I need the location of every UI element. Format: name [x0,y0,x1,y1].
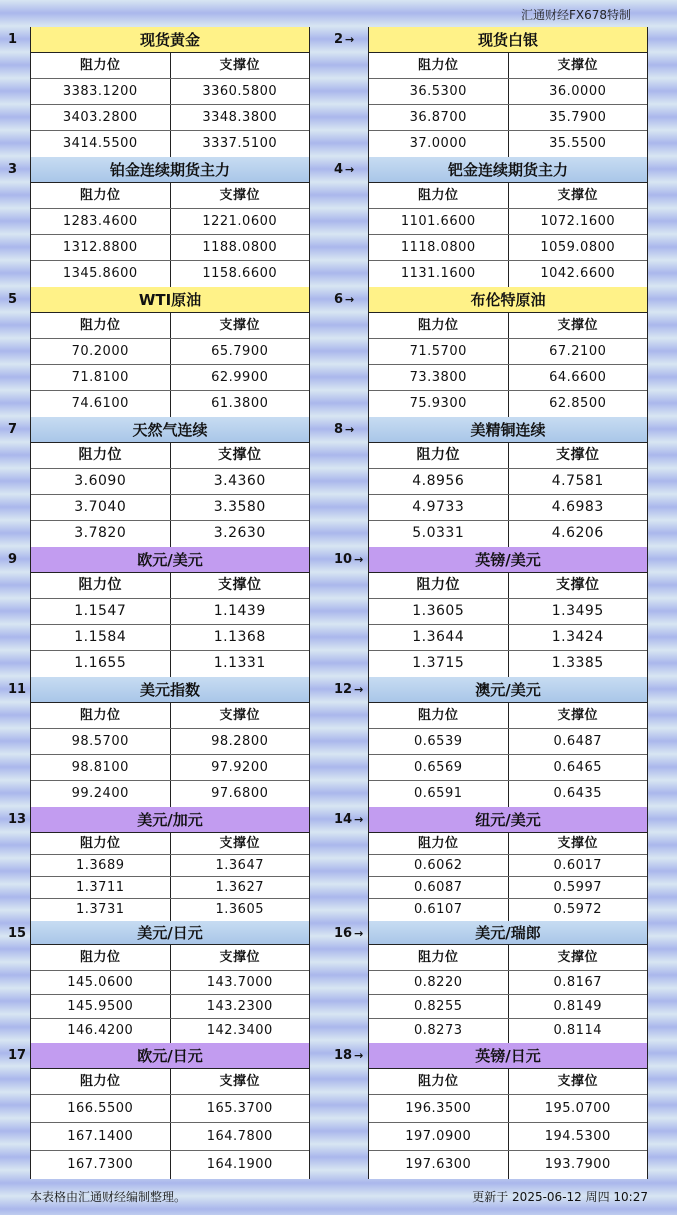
support-cell: 0.6487 [508,729,648,754]
table-row [369,1095,647,1123]
support-cell: 0.8149 [508,995,648,1018]
table-row [369,209,647,235]
table-row [31,899,309,921]
resistance-cell: 98.8100 [71,760,129,775]
resistance-cell: 99.2400 [71,786,129,801]
support-cell: 164.7800 [170,1123,310,1150]
footer [30,1186,648,1208]
footer-note: 本表格由汇通财经编制整理。 [30,1190,187,1204]
resistance-cell: 36.8700 [409,110,467,125]
table-row [31,261,309,287]
block-number: 11 [8,682,27,697]
resistance-cell: 1118.0800 [400,240,476,255]
resistance-cell: 1.3711 [76,880,125,895]
support-cell: 支撑位 [170,703,310,728]
table-row [31,209,309,235]
resistance-cell: 阻力位 [79,708,121,723]
support-cell: 4.7581 [508,469,648,494]
support-cell: 支撑位 [508,945,648,970]
support-cell: 67.2100 [508,339,648,364]
instrument-title: 天然气连续 [31,417,309,443]
support-cell: 165.3700 [170,1095,310,1122]
resistance-cell: 1101.6600 [400,214,476,229]
table-row [31,1151,309,1179]
support-cell: 0.6465 [508,755,648,780]
table-row [31,755,309,781]
resistance-cell: 196.3500 [405,1101,472,1116]
resistance-cell: 阻力位 [78,447,122,463]
support-cell: 支撑位 [508,183,648,208]
header-row [369,53,647,79]
table-row [31,1019,309,1043]
instrument-title: 澳元/美元 [369,677,647,703]
support-cell: 195.0700 [508,1095,648,1122]
support-cell: 142.3400 [170,1019,310,1043]
arrow-right-icon: → [354,1049,364,1062]
support-cell: 1.1331 [170,651,310,677]
table-row [369,625,647,651]
header-row [369,443,647,469]
table-row [369,1019,647,1043]
support-cell: 1158.6600 [170,261,310,287]
instrument-title: 英镑/日元 [369,1043,647,1069]
resistance-cell: 阻力位 [79,1074,121,1089]
resistance-cell: 4.8956 [412,473,465,489]
header-row [31,183,309,209]
table-row [31,365,309,391]
header-row [369,573,647,599]
support-cell: 0.8167 [508,971,648,994]
table-row [369,105,647,131]
price-panel [368,27,648,157]
resistance-cell: 阻力位 [79,318,121,333]
support-cell: 支撑位 [170,443,310,468]
resistance-cell: 37.0000 [409,136,467,151]
table-row [31,131,309,157]
resistance-cell: 0.8255 [414,999,463,1014]
support-cell: 35.7900 [508,105,648,130]
arrow-right-icon: → [354,683,364,696]
arrow-right-icon: → [345,293,355,306]
support-cell: 0.5997 [508,877,648,898]
arrow-right-icon: → [345,33,355,46]
support-cell: 支撑位 [508,703,648,728]
table-row [369,729,647,755]
header-row [31,833,309,855]
support-cell: 1042.6600 [508,261,648,287]
support-cell: 支撑位 [508,833,648,854]
instrument-title: 美元/日元 [31,921,309,945]
resistance-cell: 75.9300 [409,396,467,411]
table-row [31,105,309,131]
resistance-cell: 阻力位 [417,58,459,73]
resistance-cell: 197.6300 [405,1157,472,1172]
price-panel [368,417,648,547]
table-row [369,261,647,287]
header-row [369,313,647,339]
support-cell: 0.5972 [508,899,648,921]
resistance-cell: 1.3644 [412,629,465,645]
resistance-cell: 1.1584 [74,629,127,645]
resistance-cell: 1283.4600 [62,214,138,229]
resistance-cell: 71.5700 [409,344,467,359]
price-panel [368,677,648,807]
support-cell: 62.8500 [508,391,648,417]
instrument-title: 美精铜连续 [369,417,647,443]
support-cell: 143.2300 [170,995,310,1018]
support-cell: 36.0000 [508,79,648,104]
support-cell: 1.3385 [508,651,648,677]
support-cell: 1.3647 [170,855,310,876]
support-cell: 4.6983 [508,495,648,520]
resistance-cell: 1345.8600 [62,266,138,281]
header-row [369,945,647,971]
header-row [369,703,647,729]
price-panel [368,287,648,417]
support-cell: 0.8114 [508,1019,648,1043]
table-row [369,391,647,417]
block-number: 13 [8,812,27,827]
table-row [369,899,647,921]
block-number: 8 → [334,417,368,443]
support-cell: 支撑位 [170,833,310,854]
table-row [369,855,647,877]
resistance-cell: 166.5500 [67,1101,134,1116]
support-cell: 1.3424 [508,625,648,650]
support-cell: 支撑位 [508,53,648,78]
support-cell: 3337.5100 [170,131,310,157]
support-cell: 支撑位 [508,573,648,598]
block-number: 5 [8,292,18,307]
support-cell: 1.1368 [170,625,310,650]
resistance-cell: 阻力位 [417,318,459,333]
table-row [369,339,647,365]
resistance-cell: 3383.1200 [62,84,138,99]
support-cell: 支撑位 [170,53,310,78]
block-number: 14 → [334,807,368,833]
resistance-cell: 阻力位 [417,1074,459,1089]
table-row [31,651,309,677]
support-cell: 97.9200 [170,755,310,780]
table-row [31,995,309,1019]
resistance-cell: 1.3689 [76,858,125,873]
price-panel [30,677,310,807]
table-row [369,877,647,899]
table-row [31,339,309,365]
resistance-cell: 167.1400 [67,1129,134,1144]
block-number: 6 → [334,287,368,313]
support-cell: 98.2800 [170,729,310,754]
support-cell: 1059.0800 [508,235,648,260]
price-panel [368,157,648,287]
resistance-cell: 1131.1600 [400,266,476,281]
block-number: 16 → [334,921,368,947]
resistance-cell: 1.1547 [74,603,127,619]
support-cell: 3360.5800 [170,79,310,104]
resistance-cell: 70.2000 [71,344,129,359]
price-panel [30,1043,310,1179]
instrument-title: 现货白银 [369,27,647,53]
price-panel [368,1043,648,1179]
instrument-title: WTI原油 [31,287,309,313]
header-row [31,1069,309,1095]
table-row [31,971,309,995]
table-row [31,1123,309,1151]
support-cell: 支撑位 [170,313,310,338]
table-row [369,971,647,995]
block-number: 15 [8,926,27,941]
instrument-title: 美元指数 [31,677,309,703]
block-number: 3 [8,162,18,177]
instrument-title: 布伦特原油 [369,287,647,313]
support-cell: 支撑位 [508,1069,648,1094]
price-panel [30,921,310,1043]
support-cell: 1188.0800 [170,235,310,260]
support-cell: 1.3605 [170,899,310,921]
instrument-title: 欧元/日元 [31,1043,309,1069]
table-row [31,79,309,105]
support-cell: 1.1439 [170,599,310,624]
table-row [31,469,309,495]
block-number: 9 [8,552,18,567]
instrument-title: 现货黄金 [31,27,309,53]
resistance-cell: 0.6107 [414,902,463,917]
resistance-cell: 阻力位 [79,58,121,73]
resistance-cell: 4.9733 [412,499,465,515]
table-row [369,651,647,677]
support-cell: 支撑位 [170,945,310,970]
table-row [369,599,647,625]
resistance-cell: 146.4200 [67,1023,134,1038]
support-cell: 支撑位 [170,1069,310,1094]
resistance-cell: 98.5700 [71,734,129,749]
header-row [369,183,647,209]
support-cell: 支撑位 [170,573,310,598]
price-panel [368,547,648,677]
instrument-title: 美元/加元 [31,807,309,833]
support-cell: 支撑位 [508,443,648,468]
resistance-cell: 36.5300 [409,84,467,99]
support-cell: 支撑位 [170,183,310,208]
resistance-cell: 0.6062 [414,858,463,873]
support-cell: 支撑位 [508,313,648,338]
price-panel [368,921,648,1043]
resistance-cell: 74.6100 [71,396,129,411]
support-cell: 1072.1600 [508,209,648,234]
resistance-cell: 145.0600 [67,975,134,990]
resistance-cell: 71.8100 [71,370,129,385]
instrument-title: 纽元/美元 [369,807,647,833]
header-row [31,313,309,339]
resistance-cell: 3403.2800 [62,110,138,125]
table-row [369,755,647,781]
resistance-cell: 145.9500 [67,999,134,1014]
table-row [31,625,309,651]
support-cell: 164.1900 [170,1151,310,1179]
resistance-cell: 1.3731 [76,902,125,917]
resistance-cell: 阻力位 [79,836,121,851]
table-row [369,131,647,157]
arrow-right-icon: → [354,927,364,940]
price-panel [30,547,310,677]
support-cell: 65.7900 [170,339,310,364]
resistance-cell: 0.6539 [414,734,463,749]
table-row [369,521,647,547]
price-panel [30,287,310,417]
table-row [31,855,309,877]
resistance-cell: 0.6591 [414,786,463,801]
resistance-cell: 阻力位 [416,577,460,593]
resistance-cell: 3414.5500 [62,136,138,151]
support-cell: 0.6017 [508,855,648,876]
resistance-cell: 阻力位 [417,188,459,203]
instrument-title: 钯金连续期货主力 [369,157,647,183]
instrument-title: 美元/瑞郎 [369,921,647,945]
block-number: 10 → [334,547,368,573]
support-cell: 193.7900 [508,1151,648,1179]
price-panel [30,27,310,157]
resistance-cell: 167.7300 [67,1157,134,1172]
header-row [31,703,309,729]
resistance-cell: 阻力位 [79,950,121,965]
instrument-title: 铂金连续期货主力 [31,157,309,183]
table-row [31,781,309,807]
arrow-right-icon: → [354,813,364,826]
table-row [369,495,647,521]
resistance-cell: 阻力位 [78,577,122,593]
resistance-cell: 0.6087 [414,880,463,895]
arrow-right-icon: → [354,553,364,566]
resistance-cell: 阻力位 [417,708,459,723]
table-row [31,235,309,261]
table-row [369,469,647,495]
table-row [369,1151,647,1179]
support-cell: 0.6435 [508,781,648,807]
header-row [369,833,647,855]
price-panel [30,417,310,547]
support-cell: 1.3495 [508,599,648,624]
support-cell: 61.3800 [170,391,310,417]
instrument-title: 英镑/美元 [369,547,647,573]
block-number: 7 [8,422,18,437]
price-panel [30,807,310,921]
resistance-cell: 0.6569 [414,760,463,775]
resistance-cell: 73.3800 [409,370,467,385]
table-row [369,365,647,391]
resistance-cell: 阻力位 [417,836,459,851]
resistance-cell: 5.0331 [412,525,465,541]
block-number: 17 [8,1048,27,1063]
table-row [369,781,647,807]
resistance-cell: 3.7820 [74,525,127,541]
support-cell: 64.6600 [508,365,648,390]
table-row [31,1095,309,1123]
resistance-cell: 1.3715 [412,655,465,671]
table-row [31,521,309,547]
support-cell: 3.3580 [170,495,310,520]
price-panel [368,807,648,921]
resistance-cell: 3.7040 [74,499,127,515]
header-row [31,53,309,79]
resistance-cell: 0.8273 [414,1023,463,1038]
resistance-cell: 1312.8800 [62,240,138,255]
resistance-cell: 3.6090 [74,473,127,489]
arrow-right-icon: → [345,163,355,176]
block-number: 12 → [334,677,368,703]
header-row [31,443,309,469]
table-row [31,391,309,417]
support-cell: 1.3627 [170,877,310,898]
table-row [31,877,309,899]
table-row [369,235,647,261]
resistance-cell: 阻力位 [416,447,460,463]
header-row [31,945,309,971]
support-cell: 3.2630 [170,521,310,547]
support-cell: 3.4360 [170,469,310,494]
support-cell: 1221.0600 [170,209,310,234]
support-cell: 4.6206 [508,521,648,547]
brand-label: 汇通财经FX678特制 [520,8,631,22]
table-row [31,729,309,755]
block-number: 1 [8,32,18,47]
resistance-cell: 1.1655 [74,655,127,671]
table-row [31,495,309,521]
resistance-cell: 阻力位 [79,188,121,203]
support-cell: 194.5300 [508,1123,648,1150]
block-number: 4 → [334,157,368,183]
support-cell: 62.9900 [170,365,310,390]
resistance-cell: 0.8220 [414,975,463,990]
resistance-cell: 阻力位 [417,950,459,965]
resistance-cell: 1.3605 [412,603,465,619]
support-cell: 97.6800 [170,781,310,807]
table-row [369,995,647,1019]
header-row [31,573,309,599]
support-cell: 143.7000 [170,971,310,994]
block-number: 2 → [334,27,368,53]
table-row [31,599,309,625]
table-row [369,1123,647,1151]
support-cell: 3348.3800 [170,105,310,130]
instrument-title: 欧元/美元 [31,547,309,573]
header-row [369,1069,647,1095]
block-number: 18 → [334,1043,368,1069]
footer-updated: 更新于 2025-06-12 周四 10:27 [472,1190,648,1204]
table-row [369,79,647,105]
support-cell: 35.5500 [508,131,648,157]
resistance-cell: 197.0900 [405,1129,472,1144]
price-panel [30,157,310,287]
arrow-right-icon: → [345,423,355,436]
